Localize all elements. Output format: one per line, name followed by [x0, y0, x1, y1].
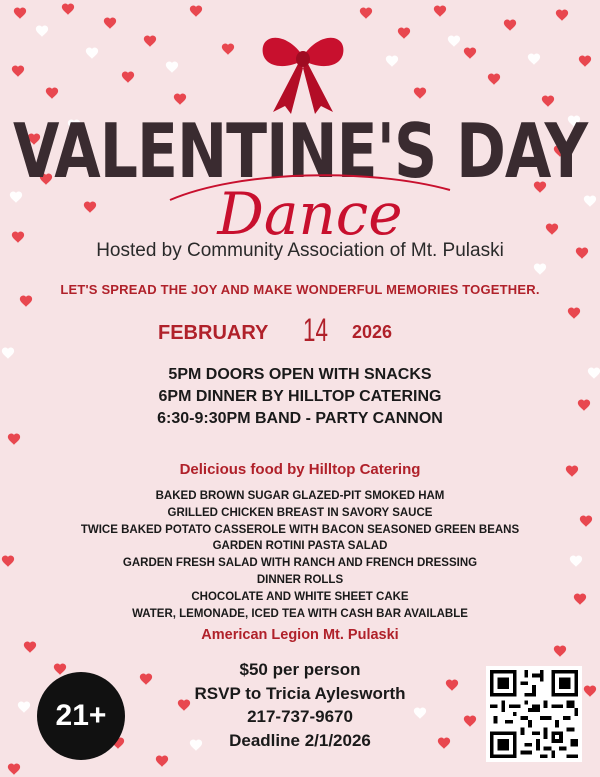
food-heading: Delicious food by Hilltop Catering [179, 461, 421, 478]
date-day: 14 [303, 312, 328, 348]
menu-item: TWICE BAKED POTATO CASSEROLE WITH BACON SEASONED GREEN BEANS [80, 523, 520, 536]
rsvp-deadline: Deadline 2/1/2026 [229, 730, 371, 750]
menu-item: GARDEN FRESH SALAD WITH RANCH AND FRENCH DRESSING [122, 557, 478, 570]
schedule-item: 6:30-9:30PM BAND - PARTY CANNON [157, 410, 443, 427]
age-badge: 21+ [37, 672, 125, 760]
menu-item: GRILLED CHICKEN BREAST IN SAVORY SAUCE [167, 506, 433, 519]
event-title: VALENTINE'S DAY [12, 108, 588, 196]
schedule [0, 364, 600, 430]
menu-list [0, 488, 600, 622]
rsvp-contact: RSVP to Tricia Aylesworth [194, 683, 406, 703]
dance-script-title [150, 160, 470, 250]
tagline: LET'S SPREAD THE JOY AND MAKE WONDERFUL MEMORIES TOGETHER. [60, 282, 540, 297]
menu-item: CHOCOLATE AND WHITE SHEET CAKE [191, 590, 409, 603]
qr-code-icon[interactable] [486, 666, 582, 762]
ribbon-bow-icon [255, 28, 351, 116]
dance-script-text: Dance [217, 180, 403, 248]
hosted-by: Hosted by Community Association of Mt. Pulaski [96, 240, 504, 261]
schedule-item: 6PM DINNER BY HILLTOP CATERING [158, 388, 442, 405]
venue: American Legion Mt. Pulaski [201, 627, 399, 643]
rsvp-phone: 217-737-9670 [247, 707, 353, 726]
menu-item: WATER, LEMONADE, ICED TEA WITH CASH BAR AVAILABLE [132, 607, 468, 620]
date-year: 2026 [352, 322, 393, 342]
event-date [0, 312, 600, 352]
menu-item: DINNER ROLLS [256, 573, 344, 586]
schedule-item: 5PM DOORS OPEN WITH SNACKS [168, 366, 432, 383]
menu-item: BAKED BROWN SUGAR GLAZED-PIT SMOKED HAM [155, 490, 445, 502]
date-month: FEBRUARY [158, 322, 269, 344]
menu-item: GARDEN ROTINI PASTA SALAD [212, 540, 388, 553]
price: $50 per person [239, 660, 361, 679]
